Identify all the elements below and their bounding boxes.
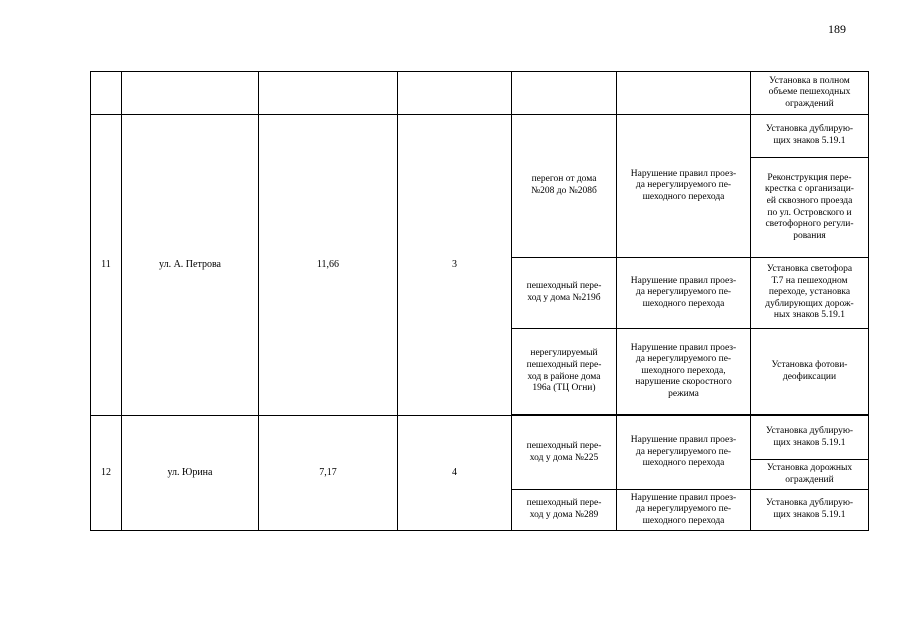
measure-cell: Установка дублирую- щих знаков 5.19.1 — [751, 416, 869, 460]
location-cell: перегон от дома №208 до №208б — [512, 115, 617, 258]
value-cell: 7,17 — [259, 416, 398, 531]
table-row — [91, 72, 869, 115]
row-number-cell: 12 — [91, 416, 122, 531]
count-cell: 4 — [398, 416, 512, 531]
violation-cell — [617, 72, 751, 115]
location-cell: пешеходный пере- ход у дома №225 — [512, 416, 617, 490]
street-cell: ул. А. Петрова — [122, 115, 259, 416]
location-cell: нерегулируемый пешеходный пере- ход в районе дома 196а (ТЦ Огни) — [512, 329, 617, 415]
violation-cell: Нарушение правил проез- да нерегулируемого пе- шеходного перехода, нарушение скоростного режима — [617, 329, 751, 415]
page-number: 189 — [828, 22, 846, 36]
value-cell — [259, 72, 398, 115]
measure-cell: Установка дублирую- щих знаков 5.19.1 — [751, 490, 869, 531]
count-cell — [398, 72, 512, 115]
table-row — [91, 115, 869, 158]
accident-sites-table — [90, 71, 869, 531]
violation-cell: Нарушение правил проез- да нерегулируемого пе- шеходного перехода — [617, 115, 751, 258]
location-cell — [512, 72, 617, 115]
measure-cell: Реконструкция пере- крестка с организаци- ей сквозного проезда по ул. Островского и светофорного регули- рования — [751, 158, 869, 258]
violation-cell: Нарушение правил проез- да нерегулируемого пе- шеходного перехода — [617, 258, 751, 329]
count-cell: 3 — [398, 115, 512, 416]
value-cell: 11,66 — [259, 115, 398, 416]
measure-cell: Установка дублирую- щих знаков 5.19.1 — [751, 115, 869, 158]
location-cell: пешеходный пере- ход у дома №289 — [512, 490, 617, 531]
violation-cell: Нарушение правил проез- да нерегулируемого пе- шеходного перехода — [617, 416, 751, 490]
location-cell: пешеходный пере- ход у дома №219б — [512, 258, 617, 329]
table-row — [91, 416, 869, 460]
street-cell — [122, 72, 259, 115]
measure-cell: Установка дорожных ограждений — [751, 460, 869, 490]
measure-cell: Установка фотови- деофиксации — [751, 329, 869, 415]
row-number-cell — [91, 72, 122, 115]
violation-cell: Нарушение правил проез- да нерегулируемого пе- шеходного перехода — [617, 490, 751, 531]
street-cell: ул. Юрина — [122, 416, 259, 531]
measure-cell: Установка светофора Т.7 на пешеходном переходе, установка дублирующих дорож- ных знаков 5.19.1 — [751, 258, 869, 329]
measure-cell: Установка в полном объеме пешеходных ограждений — [751, 72, 869, 115]
row-number-cell: 11 — [91, 115, 122, 416]
